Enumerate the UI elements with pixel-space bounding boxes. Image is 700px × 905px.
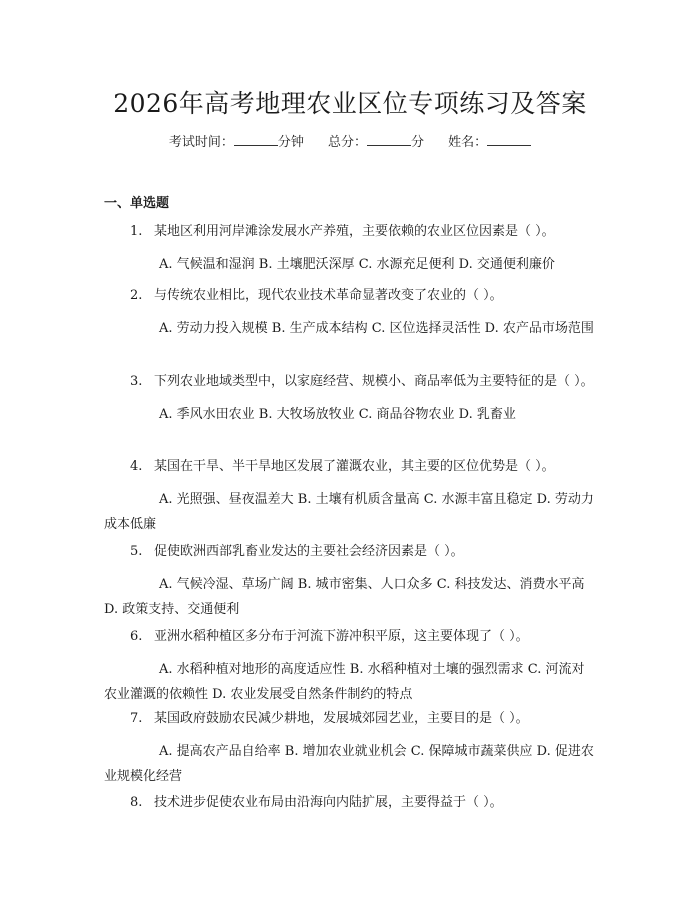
question-number: 1. [130, 224, 143, 239]
question-text: 与传统农业相比，现代农业技术革命显著改变了农业的（ ）。 [154, 288, 503, 303]
question-text: 促使欧洲西部乳畜业发达的主要社会经济因素是（ ）。 [154, 544, 464, 559]
question-text: 亚洲水稻种植区多分布于河流下游冲积平原，这主要体现了（ ）。 [154, 629, 529, 644]
question-stem [104, 454, 596, 479]
student-name-label: 姓名： [448, 135, 488, 150]
question-text: 技术进步促使农业布局由沿海向内陆扩展，主要得益于（ ）。 [154, 795, 503, 810]
question-number: 3. [130, 374, 143, 389]
question-number: 7. [130, 711, 143, 726]
total-score-label: 总分： [327, 135, 367, 150]
total-score-blank [367, 133, 411, 146]
question-number: 5. [130, 544, 143, 559]
question-options: A. 光照强、昼夜温差大 B. 土壤有机质含量高 C. 水源丰富且稳定 D. 劳动力成本低廉 [104, 492, 594, 532]
total-score-unit: 分 [411, 135, 425, 150]
question-options: A. 水稻种植对地形的高度适应性 B. 水稻种植对土壤的强烈需求 C. 河流对农业灌溉的依赖性 D. 农业发展受自然条件制约的特点 [104, 662, 585, 702]
question-text: 某国在干旱、半干旱地区发展了灌溉农业，其主要的区位优势是（ ）。 [154, 459, 555, 474]
question-stem [104, 624, 596, 649]
question-stem [104, 369, 596, 394]
question-8 [104, 790, 596, 815]
question-text: 某地区利用河岸滩涂发展水产养殖，主要依赖的农业区位因素是（ ）。 [154, 224, 555, 239]
question-6 [104, 624, 596, 707]
question-3 [104, 369, 596, 427]
question-stem [104, 219, 596, 244]
question-5 [104, 539, 596, 622]
question-stem [104, 790, 596, 815]
question-options: A. 劳动力投入规模 B. 生产成本结构 C. 区位选择灵活性 D. 农产品市场范围 [159, 321, 594, 336]
question-number: 4. [130, 459, 143, 474]
page-title: 2026年高考地理农业区位专项练习及答案 [113, 89, 587, 118]
question-1 [104, 219, 596, 277]
student-name [448, 135, 531, 150]
question-text: 某国政府鼓励农民减少耕地，发展城郊园艺业，主要目的是（ ）。 [154, 711, 529, 726]
question-stem [104, 706, 596, 731]
exam-time-blank [234, 133, 278, 146]
section-title: 一、单选题 [104, 196, 170, 211]
question-number: 6. [130, 629, 143, 644]
question-stem [104, 283, 596, 308]
question-number: 2. [130, 288, 143, 303]
exam-time-unit: 分钟 [277, 135, 304, 150]
question-options: A. 气候温和湿润 B. 土壤肥沃深厚 C. 水源充足便利 D. 交通便利廉价 [159, 257, 555, 272]
question-text: 下列农业地域类型中，以家庭经营、规模小、商品率低为主要特征的是（ ）。 [154, 374, 594, 389]
question-4 [104, 454, 596, 537]
student-name-blank [487, 133, 531, 146]
total-score [328, 135, 428, 150]
exam-time [169, 135, 308, 150]
question-7 [104, 706, 596, 789]
exam-meta [0, 131, 700, 150]
exam-time-label: 考试时间： [168, 135, 234, 150]
question-options: A. 季风水田农业 B. 大牧场放牧业 C. 商品谷物农业 D. 乳畜业 [159, 407, 516, 422]
question-options: A. 气候冷湿、草场广阔 B. 城市密集、人口众多 C. 科技发达、消费水平高 D. 政策支持、交通便利 [104, 577, 585, 617]
question-2 [104, 283, 596, 341]
question-stem [104, 539, 596, 564]
question-number: 8. [130, 795, 143, 810]
question-options: A. 提高农产品自给率 B. 增加农业就业机会 C. 保障城市蔬菜供应 D. 促进农业规模化经营 [104, 744, 594, 784]
